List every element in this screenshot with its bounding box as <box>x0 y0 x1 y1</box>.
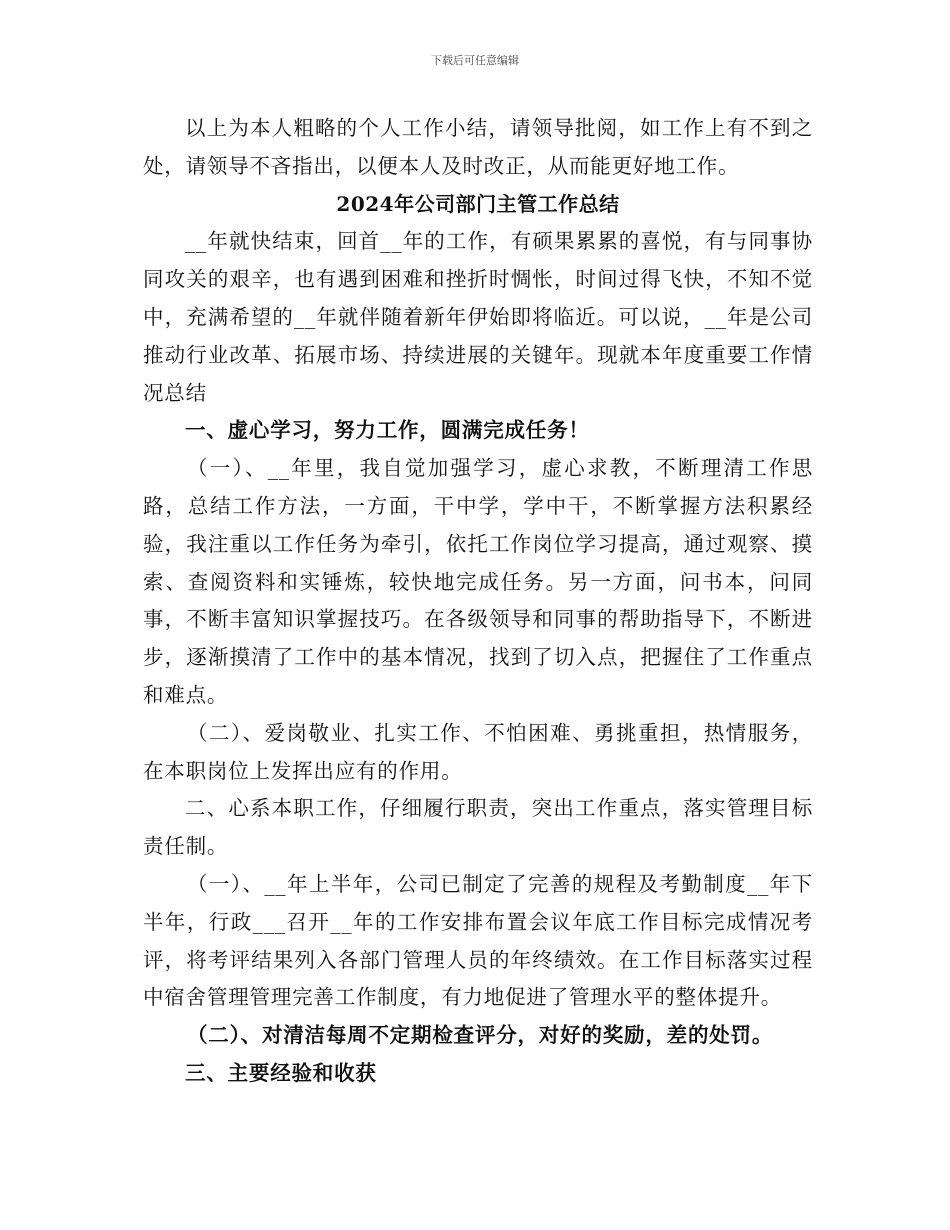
document-title: 2024年公司部门主管工作总结 <box>336 191 620 216</box>
section-3-heading: 三、主要经验和收获 <box>185 1060 377 1085</box>
section-2-item-1: （一）、__年上半年，公司已制定了完善的规程及考勤制度__年下半年，行政___召开__年的工作安排布置会议年底工作目标完成情况考评，将考评结果列入各部门管理人员的年终绩效。在工作目标落实过程中宿舍管理管理完善工作制度，有力地促进了管理水平的整体提升。 <box>143 871 813 1010</box>
section-1-heading: 一、虚心学习，努力工作，圆满完成任务！ <box>185 418 590 443</box>
section-1-item-2: （二）、爱岗敬业、扎实工作、不怕困难、勇挑重担，热情服务，在本职岗位上发挥出应有的作用。 <box>143 720 813 783</box>
section-1-item-1: （一）、__年里，我自觉加强学习，虚心求教，不断理清工作思路，总结工作方法，一方面，干中学，学中干，不断掌握方法积累经验，我注重以工作任务为牵引，依托工作岗位学习提高，通过观察、摸索、查阅资料和实锤炼，较快地完成任务。另一方面，问书本，问同事，不断丰富知识掌握技巧。在各级领导和同事的帮助指导下，不断进步，逐渐摸清了工作中的基本情况，找到了切入点，把握住了工作重点和难点。 <box>143 456 813 707</box>
intro-paragraph: 以上为本人粗略的个人工作小结，请领导批阅，如工作上有不到之处，请领导不吝指出，以便本人及时改正，从而能更好地工作。 <box>143 116 813 178</box>
page-header-note: 下载后可任意编辑 <box>431 54 519 67</box>
section-2-heading: 二、心系本职工作，仔细履行职责，突出工作重点，落实管理目标责任制。 <box>143 796 813 859</box>
section-2-item-2: （二）、对清洁每周不定期检查评分，对好的奖励，差的处罚。 <box>187 1023 774 1048</box>
opening-paragraph: __年就快结束，回首__年的工作，有硕果累累的喜悦，有与同事协同攻关的艰辛，也有遇到困难和挫折时惆怅，时间过得飞快，不知不觉中，充满希望的__年就伴随着新年伊始即将临近。可以说，__年是公司推动行业改革、拓展市场、持续进展的关键年。现就本年度重要工作情况总结 <box>143 229 813 405</box>
document-body <box>143 110 813 1093</box>
